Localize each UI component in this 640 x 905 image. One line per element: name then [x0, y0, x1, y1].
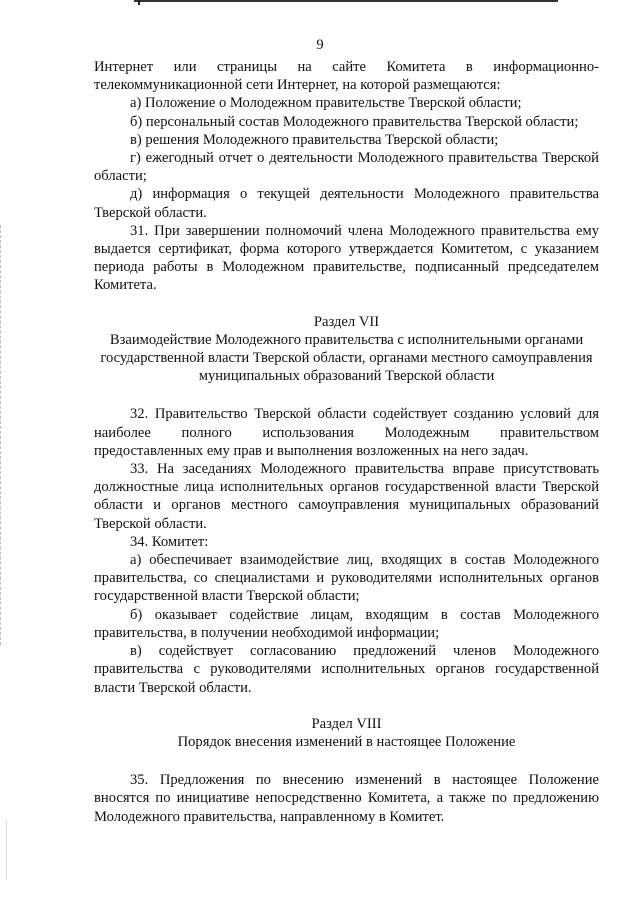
top-scan-tick [138, 0, 140, 5]
paragraph-intro: Интернет или страницы на сайте Комитета в информационно-телекоммуникационной сети Интернет, на которой размещаются: [94, 59, 599, 94]
clause-34-b: б) оказывает содействие лицам, входящим в состав Молодежного правительства, в получении необходимой информации; [94, 606, 599, 641]
left-edge-scan-mark-bottom [6, 820, 7, 880]
clause-34-a: а) обеспечивает взаимодействие лиц, входящих в состав Молодежного правительства, со специалистами и руководителями исполнительных органов государственной власти Тверской области; [94, 552, 599, 605]
section-7-label: Раздел VII [313, 313, 380, 330]
clause-31: 31. При завершении полномочий члена Молодежного правительства ему выдается сертификат, форма которого утверждается Комитетом, с указанием периода работы в Молодежном правительстве, подписанный председателем Комитета. [94, 222, 599, 294]
list-item-a: а) Положение о Молодежном правительстве Тверской области; [130, 95, 522, 112]
list-item-d: д) информация о текущей деятельности Молодежного правительства Тверской области. [94, 186, 599, 221]
top-scan-line [134, 0, 558, 2]
page-number: 9 [316, 37, 324, 53]
list-item-g: г) ежегодный отчет о деятельности Молодежного правительства Тверской области; [94, 150, 599, 185]
list-item-b: б) персональный состав Молодежного правительства Тверской области; [130, 113, 579, 130]
section-7-title: Взаимодействие Молодежного правительства с исполнительными органами государственной власти Тверской области, органами местного самоуправления муниципальных образований Тверской области [100, 331, 593, 385]
list-item-v: в) решения Молодежного правительства Тверской области; [130, 131, 499, 148]
document-body [94, 58, 599, 826]
clause-34: 34. Комитет: [130, 533, 209, 550]
left-edge-scan-marks [0, 225, 3, 645]
clause-35: 35. Предложения по внесению изменений в настоящее Положение вносятся по инициативе непосредственно Комитета, а также по предложению Молодежного правительства, направленному в Комитет. [94, 772, 599, 825]
clause-34-v: в) содействует согласованию предложений членов Молодежного правительства с руководителями исполнительных органов государственной власти Тверской области. [94, 643, 599, 696]
section-8-title: Порядок внесения изменений в настоящее Положение [177, 733, 516, 750]
clause-33: 33. На заседаниях Молодежного правительства вправе присутствовать должностные лица исполнительных органов государственной власти Тверской области и органов местного самоуправления муниципальных образований Тверской области. [94, 461, 599, 532]
section-8-label: Раздел VIII [311, 715, 382, 732]
clause-32: 32. Правительство Тверской области содействует созданию условий для наиболее полного использования Молодежным правительством предоставленных ему прав и выполнения возложенных на него задач. [94, 406, 599, 459]
